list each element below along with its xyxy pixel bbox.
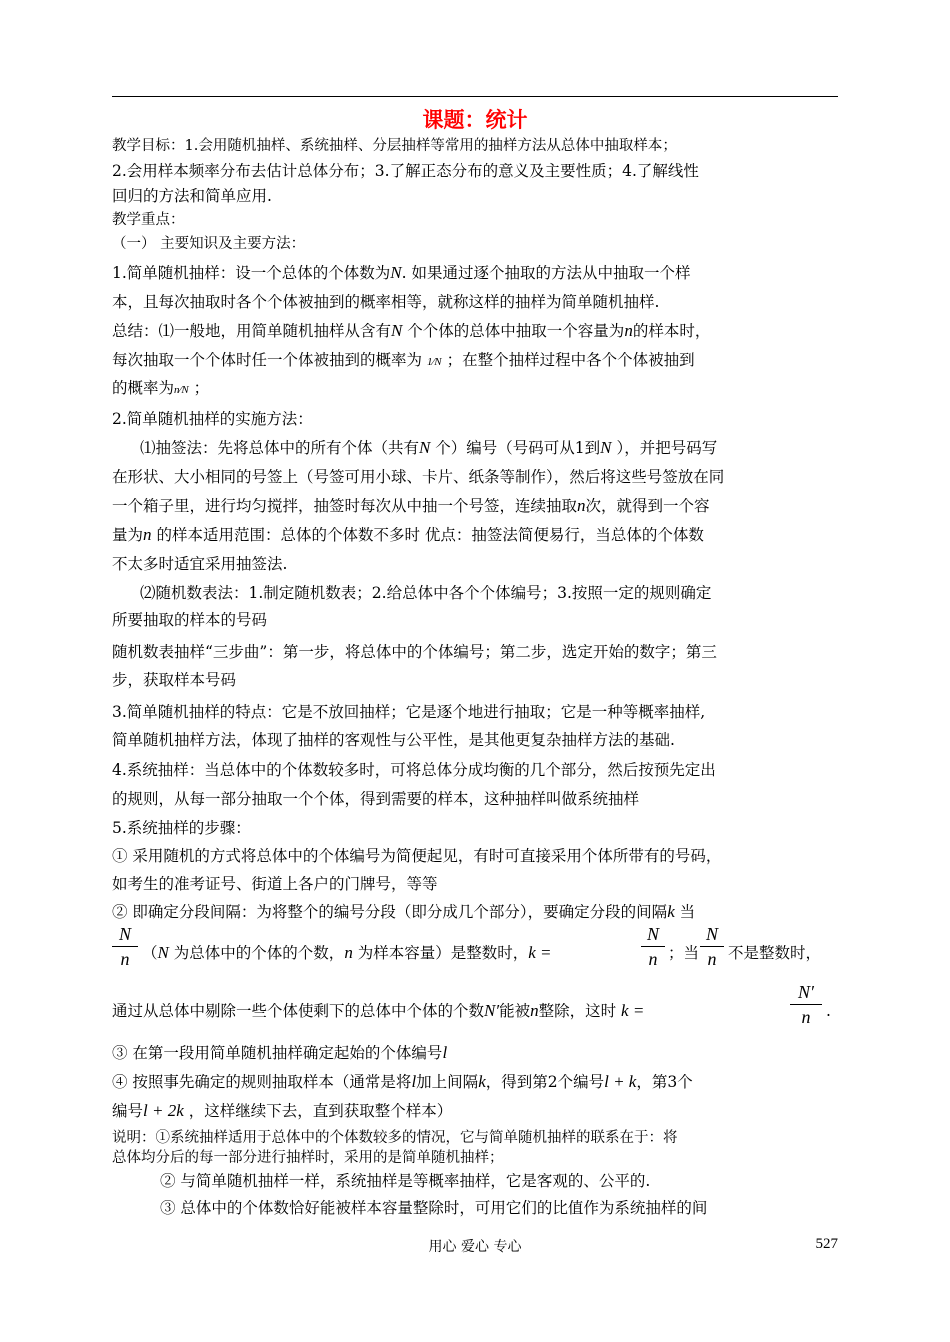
text-line: ① 采用随机的方式将总体中的个体编号为简便起见，有时可直接采用个体所带有的号码， <box>112 847 722 865</box>
footer-motto: 用心 爱心 专心 <box>428 1239 522 1255</box>
text-line: ② 与简单随机抽样一样，系统抽样是等概率抽样，它是客观的、公平的. <box>160 1172 651 1190</box>
text-line: 随机数表抽样“三步曲”：第一步，将总体中的个体编号；第二步，选定开始的数字；第三 <box>112 643 717 661</box>
text-line: 5.系统抽样的步骤： <box>112 819 251 837</box>
text-line: ；当 <box>668 944 700 962</box>
text-line: ⑵随机数表法：1.制定随机数表；2.给总体中各个个体编号；3.按照一定的规则确定 <box>140 584 712 602</box>
text-line: ② 即确定分段间隔：为将整个的编号分段（即分成几个部分），要确定分段的间隔k 当 <box>112 902 696 921</box>
text-line: 2.会用样本频率分布去估计总体分布；3.了解正态分布的意义及主要性质；4.了解线性 <box>112 162 699 180</box>
text-line: 步，获取样本号码 <box>112 671 237 689</box>
text-line: 量为n 的样本适用范围：总体的个体数不多时 优点：抽签法简便易行，当总体的个体数 <box>112 525 704 544</box>
text-line: 回归的方法和简单应用. <box>112 187 272 205</box>
text-line: 的规则，从每一部分抽取一个个体，得到需要的样本，这种抽样叫做系统抽样 <box>112 790 640 808</box>
text-line: ④ 按照事先确定的规则抽取样本（通常是将l加上间隔k，得到第2个编号l + k，第3个 <box>112 1072 693 1091</box>
text-line: ③ 总体中的个体数恰好能被样本容量整除时，可用它们的比值作为系统抽样的间 <box>160 1199 708 1217</box>
text-line: 每次抽取一个个体时任一个体被抽到的概率为 1⁄N ；在整个抽样过程中各个个体被抽到 <box>112 351 695 369</box>
text-line: 总结：⑴一般地，用简单随机抽样从含有N 个个体的总体中抽取一个容量为n的样本时， <box>112 321 711 340</box>
fraction-N-over-n: N n <box>112 924 138 969</box>
text-line: 3.简单随机抽样的特点：它是不放回抽样；它是逐个地进行抽取；它是一种等概率抽样, <box>112 703 706 721</box>
text-line: 在形状、大小相同的号签上（号签可用小球、卡片、纸条等制作），然后将这些号签放在同 <box>112 468 725 486</box>
text-line: . <box>826 1002 831 1020</box>
text-line: 4.系统抽样：当总体中的个体数较多时，可将总体分成均衡的几个部分，然后按预先定出 <box>112 761 716 779</box>
fraction-N-over-n: N n <box>700 924 724 969</box>
text-line: 的概率为n⁄N ； <box>112 379 210 397</box>
text-line: 简单随机抽样方法，体现了抽样的客观性与公平性，是其他更复杂抽样方法的基础. <box>112 731 675 749</box>
text-line: ③ 在第一段用简单随机抽样确定起始的个体编号l <box>112 1043 448 1062</box>
text-line: 2.简单随机抽样的实施方法： <box>112 410 313 428</box>
text-line: （N 为总体中的个体的个数，n 为样本容量）是整数时，k = <box>142 943 552 962</box>
text-line: 一个箱子里，进行均匀搅拌，抽签时每次从中抽一个号签，连续抽取n次，就得到一个容 <box>112 496 710 515</box>
text-line: 1.简单随机抽样：设一个总体的个体数为N. 如果通过逐个抽取的方法从中抽取一个样 <box>112 263 691 282</box>
text-line: 教学重点： <box>112 212 185 228</box>
page-title: 课题：统计 <box>422 108 528 132</box>
text-line: 说明：①系统抽样适用于总体中的个体数较多的情况，它与简单随机抽样的联系在于：将 <box>112 1130 678 1146</box>
text-line: 总体均分后的每一部分进行抽样时，采用的是简单随机抽样； <box>112 1150 504 1166</box>
text-line: 本，且每次抽取时各个个体被抽到的概率相等，就称这样的抽样为简单随机抽样. <box>112 293 660 311</box>
text-line: 不是整数时， <box>728 944 822 962</box>
text-line: 教学目标：1.会用随机抽样、系统抽样、分层抽样等常用的抽样方法从总体中抽取样本； <box>112 138 677 154</box>
fraction-N-over-n: N n <box>641 924 665 969</box>
text-line: 所要抽取的样本的号码 <box>112 611 268 629</box>
page-number: 527 <box>815 1236 838 1252</box>
text-line: ⑴抽签法：先将总体中的所有个体（共有N 个）编号（号码可从1到N ），并把号码写 <box>140 438 718 457</box>
section-heading: （一） 主要知识及主要方法： <box>112 236 306 252</box>
text-line: 不太多时适宜采用抽签法. <box>112 555 288 573</box>
header-rule <box>112 96 838 97</box>
text-line: 编号l + 2k ，这样继续下去，直到获取整个样本） <box>112 1101 453 1120</box>
text-line: 通过从总体中剔除一些个体使剩下的总体中个体的个数N′能被n整除，这时 k = <box>112 1001 645 1020</box>
fraction-Nprime-over-n: N′ n <box>790 982 822 1027</box>
text-line: 如考生的准考证号、街道上各户的门牌号，等等 <box>112 875 438 893</box>
